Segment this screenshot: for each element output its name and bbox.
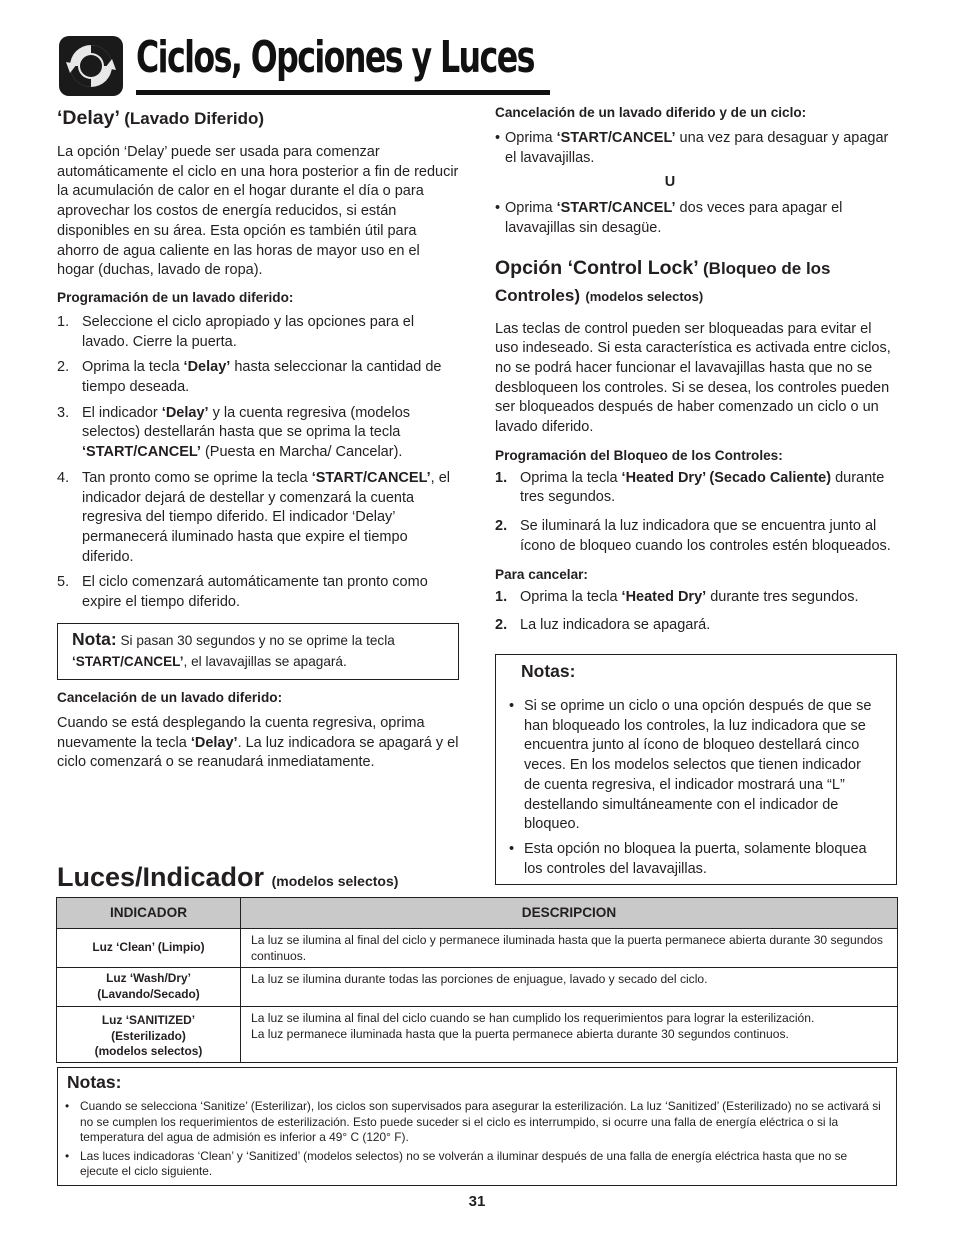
- delay-heading-main: ‘Delay’: [57, 107, 119, 129]
- cancel-options: [495, 199, 897, 238]
- table-row: [57, 968, 898, 1007]
- step-number: 1.: [57, 313, 70, 330]
- notes-label: Notas:: [67, 1072, 122, 1092]
- delay-step: [57, 469, 459, 568]
- step-text: hasta seleccionar la cantidad de tiempo deseada.: [82, 359, 442, 396]
- step-text: El ciclo comenzará automáticamente tan pronto como expire el tiempo diferido.: [82, 574, 428, 611]
- note-item: • Si se oprime un ciclo o una opción después de que se han bloqueado los controles, la luz indicadora que se encuentra junto al ícono de bloqueo destellará cinco veces. En los modelos selectos que tienen indicador de cuenta regresiva, el indicador mostrará una “L” destellando simultáneamente con el indicador de bloqueo.: [509, 697, 880, 835]
- bullet-text: Oprima: [505, 200, 557, 217]
- step-number: 3.: [57, 404, 70, 421]
- key-name: ‘START/CANCEL’: [556, 200, 676, 217]
- lights-table: [56, 897, 898, 1063]
- step-number: 5.: [57, 574, 70, 591]
- control-lock-notes: [508, 697, 880, 879]
- description-line: La luz permanece iluminada hasta que la puerta permanece abierta durante 30 segundos continuos.: [251, 1026, 789, 1041]
- key-name: ‘Delay’: [183, 359, 231, 376]
- control-lock-programming-heading: Programación del Bloqueo de los Controles:: [495, 447, 783, 463]
- control-lock-heading: [495, 255, 897, 310]
- key-name: ‘START/CANCEL’: [72, 654, 184, 669]
- step-text: durante tres segundos.: [706, 588, 859, 605]
- page-title: Ciclos, Opciones y Luces: [136, 32, 534, 83]
- delay-cancel-text: [57, 714, 459, 773]
- delay-programming-heading: Programación de un lavado diferido:: [57, 289, 294, 305]
- key-name: ‘Delay’: [190, 734, 238, 751]
- delay-step: [57, 358, 459, 397]
- step-text: Seleccione el ciclo apropiado y las opciones para el lavado. Cierre la puerta.: [82, 313, 415, 350]
- lights-heading-models: (modelos selectos): [271, 873, 399, 889]
- step-text: Oprima la tecla: [520, 588, 622, 605]
- bullet-text: dos veces para apagar el lavavajillas sin desagüe.: [505, 200, 843, 236]
- delay-section: [57, 105, 459, 613]
- description-cell: La luz se ilumina al final del ciclo y permanece iluminada hasta que la puerta permanece abierta durante 30 segundos continuos.: [241, 929, 898, 968]
- indicator-cell: Luz ‘Clean’ (Limpio): [57, 929, 241, 968]
- para-text: Cuando se está desplegando la cuenta regresiva, oprima nuevamente la tecla: [57, 715, 425, 751]
- key-name: ‘START/CANCEL’: [82, 444, 201, 461]
- step-text: La luz indicadora se apagará.: [520, 617, 711, 634]
- step-text: Oprima la tecla: [520, 469, 622, 486]
- cycle-arrows-icon: [58, 35, 124, 97]
- note-item: • Cuando se selecciona ‘Sanitize’ (Esterilizar), los ciclos son supervisados para asegurar la esterilización. La luz ‘Sanitized’ (Esterilizado) no se activará si no se cumplen los requerimientos de esterilización. Esto puede suceder si el ciclo es interrumpido, si ocurre una falla de energía eléctrica o si la temperatura del agua de admisión es inferior a 49° C (120° F).: [65, 1099, 882, 1146]
- key-name: ‘Heated Dry’ (Secado Caliente): [621, 469, 832, 486]
- page-number: 31: [468, 1193, 486, 1210]
- nota-text: Si pasan 30 segundos y no se oprime la tecla: [116, 633, 395, 648]
- step-number: 1.: [495, 588, 508, 605]
- para-text: . La luz indicadora se apagará y el ciclo comenzará o se reanudará inmediatamente.: [57, 734, 459, 771]
- control-lock-cancel-heading: Para cancelar:: [495, 566, 588, 582]
- title-underline: [136, 90, 550, 95]
- control-lock-heading-sub: (Bloqueo de los Controles): [495, 258, 831, 305]
- step-text: Se iluminará la luz indicadora que se encuentra junto al ícono de bloqueo cuando los controles estén bloqueados.: [520, 518, 891, 554]
- indicator-line: (modelos selectos): [94, 1044, 203, 1058]
- step-number: 4.: [57, 469, 70, 486]
- lights-notes: [65, 1099, 882, 1180]
- lights-heading: [57, 861, 398, 897]
- delay-steps: [57, 313, 459, 613]
- indicator-line: (Esterilizado): [111, 1028, 186, 1043]
- control-lock-intro: Las teclas de control pueden ser bloqueadas para evitar el uso indeseado. Si esta característica es activada entre ciclos, no se podrá hacer funcionar el lavavajillas hasta que no se desbloqueen los controles. Si se desea, los controles pueden ser bloqueados después de haber comenzado un ciclo o un lavado diferido.: [495, 320, 891, 436]
- table-row: [57, 1007, 898, 1063]
- lock-step: [495, 517, 897, 556]
- column-header-description: DESCRIPCION: [241, 898, 898, 929]
- control-lock-cancel-steps: [495, 588, 897, 636]
- indicator-cell: [57, 1007, 241, 1063]
- bullet-text: Oprima: [505, 130, 557, 146]
- note-item: • Esta opción no bloquea la puerta, solamente bloquea los controles del lavavajillas.: [509, 840, 880, 879]
- delay-intro: La opción ‘Delay’ puede ser usada para comenzar automáticamente el ciclo en una hora posterior a fin de reducir la acumulación de calor en el hogar durante el día o para aprovechar los costos de energía reducidos, si están disponibles en su área. Esta opción es también útil para ahorro de agua caliente en las horas de mayor uso en el hogar (duchas, lavado de ropa).: [57, 144, 459, 279]
- cancel-option: [495, 199, 897, 238]
- key-name: ‘Delay’: [161, 404, 209, 421]
- control-lock-heading-main: Opción ‘Control Lock’: [495, 256, 698, 279]
- delay-cancel-section: [57, 689, 459, 773]
- step-text: El indicador: [82, 404, 162, 421]
- key-name: ‘Heated Dry’: [621, 588, 707, 605]
- nota-text: , el lavavajillas se apagará.: [183, 654, 347, 669]
- cancel-delay-cycle-heading: Cancelación de un lavado diferido y de un ciclo:: [495, 105, 807, 120]
- delay-heading-sub: (Lavado Diferido): [124, 109, 265, 128]
- control-lock-heading-models: (modelos selectos): [585, 288, 704, 304]
- delay-heading: [57, 105, 459, 132]
- cancel-options: [495, 129, 897, 168]
- step-text: (Puesta en Marcha/ Cancelar).: [200, 444, 403, 461]
- step-text: Tan pronto como se oprime la tecla: [82, 469, 312, 486]
- step-number: 2.: [495, 617, 508, 634]
- description-line: La luz se ilumina al final del ciclo cuando se han cumplido los requerimientos para lograr la esterilización.: [251, 1011, 815, 1025]
- step-number: 2.: [495, 518, 508, 535]
- delay-cancel-heading: Cancelación de un lavado diferido:: [57, 690, 283, 705]
- or-separator: U: [664, 174, 676, 191]
- lock-cancel-step: [495, 588, 897, 608]
- control-lock-steps: [495, 469, 897, 557]
- indicator-cell: [57, 968, 241, 1007]
- delay-step: [57, 404, 459, 463]
- notes-label: Notas:: [521, 661, 576, 681]
- key-name: ‘START/CANCEL’: [311, 469, 431, 486]
- step-text: , el indicador dejará de destellar y comenzará la cuenta regresiva del tiempo diferido. El indicador ‘Delay’ permanecerá iluminado hasta que expire el tiempo diferido.: [82, 469, 450, 565]
- step-text: durante tres segundos.: [520, 469, 885, 506]
- right-column: [495, 104, 897, 636]
- description-cell: [241, 1007, 898, 1063]
- delay-step: [57, 313, 459, 352]
- step-text: y la cuenta regresiva (modelos selectos) destellarán hasta que se oprima la tecla: [82, 404, 411, 441]
- nota-box: [57, 623, 459, 680]
- delay-step: [57, 573, 459, 612]
- lights-heading-main: Luces/Indicador: [57, 862, 265, 892]
- step-text: Oprima la tecla: [82, 359, 184, 376]
- table-header-row: [57, 898, 898, 929]
- step-number: 2.: [57, 359, 70, 376]
- lights-notes-box: [57, 1067, 897, 1186]
- indicator-line: (Lavando/Secado): [97, 986, 200, 1001]
- key-name: ‘START/CANCEL’: [556, 130, 676, 146]
- table-row: [57, 929, 898, 968]
- column-header-indicator: INDICADOR: [57, 898, 241, 929]
- lock-cancel-step: [495, 616, 897, 636]
- description-cell: La luz se ilumina durante todas las porciones de enjuague, lavado y secado del ciclo.: [241, 968, 898, 1007]
- cancel-option: [495, 129, 897, 168]
- bullet-text: una vez para desaguar y apagar el lavavajillas.: [505, 130, 889, 166]
- lock-step: [495, 469, 897, 508]
- control-lock-notes-box: [495, 654, 897, 885]
- indicator-line: Luz ‘SANITIZED’: [101, 1013, 196, 1027]
- step-number: 1.: [495, 469, 508, 486]
- note-item: • Las luces indicadoras ‘Clean’ y ‘Sanitized’ (modelos selectos) no se volverán a iluminar después de una falla de energía eléctrica hasta que no se ejecute el ciclo siguiente.: [65, 1149, 882, 1180]
- nota-label: Nota:: [72, 629, 117, 649]
- indicator-line: Luz ‘Wash/Dry’: [106, 971, 191, 985]
